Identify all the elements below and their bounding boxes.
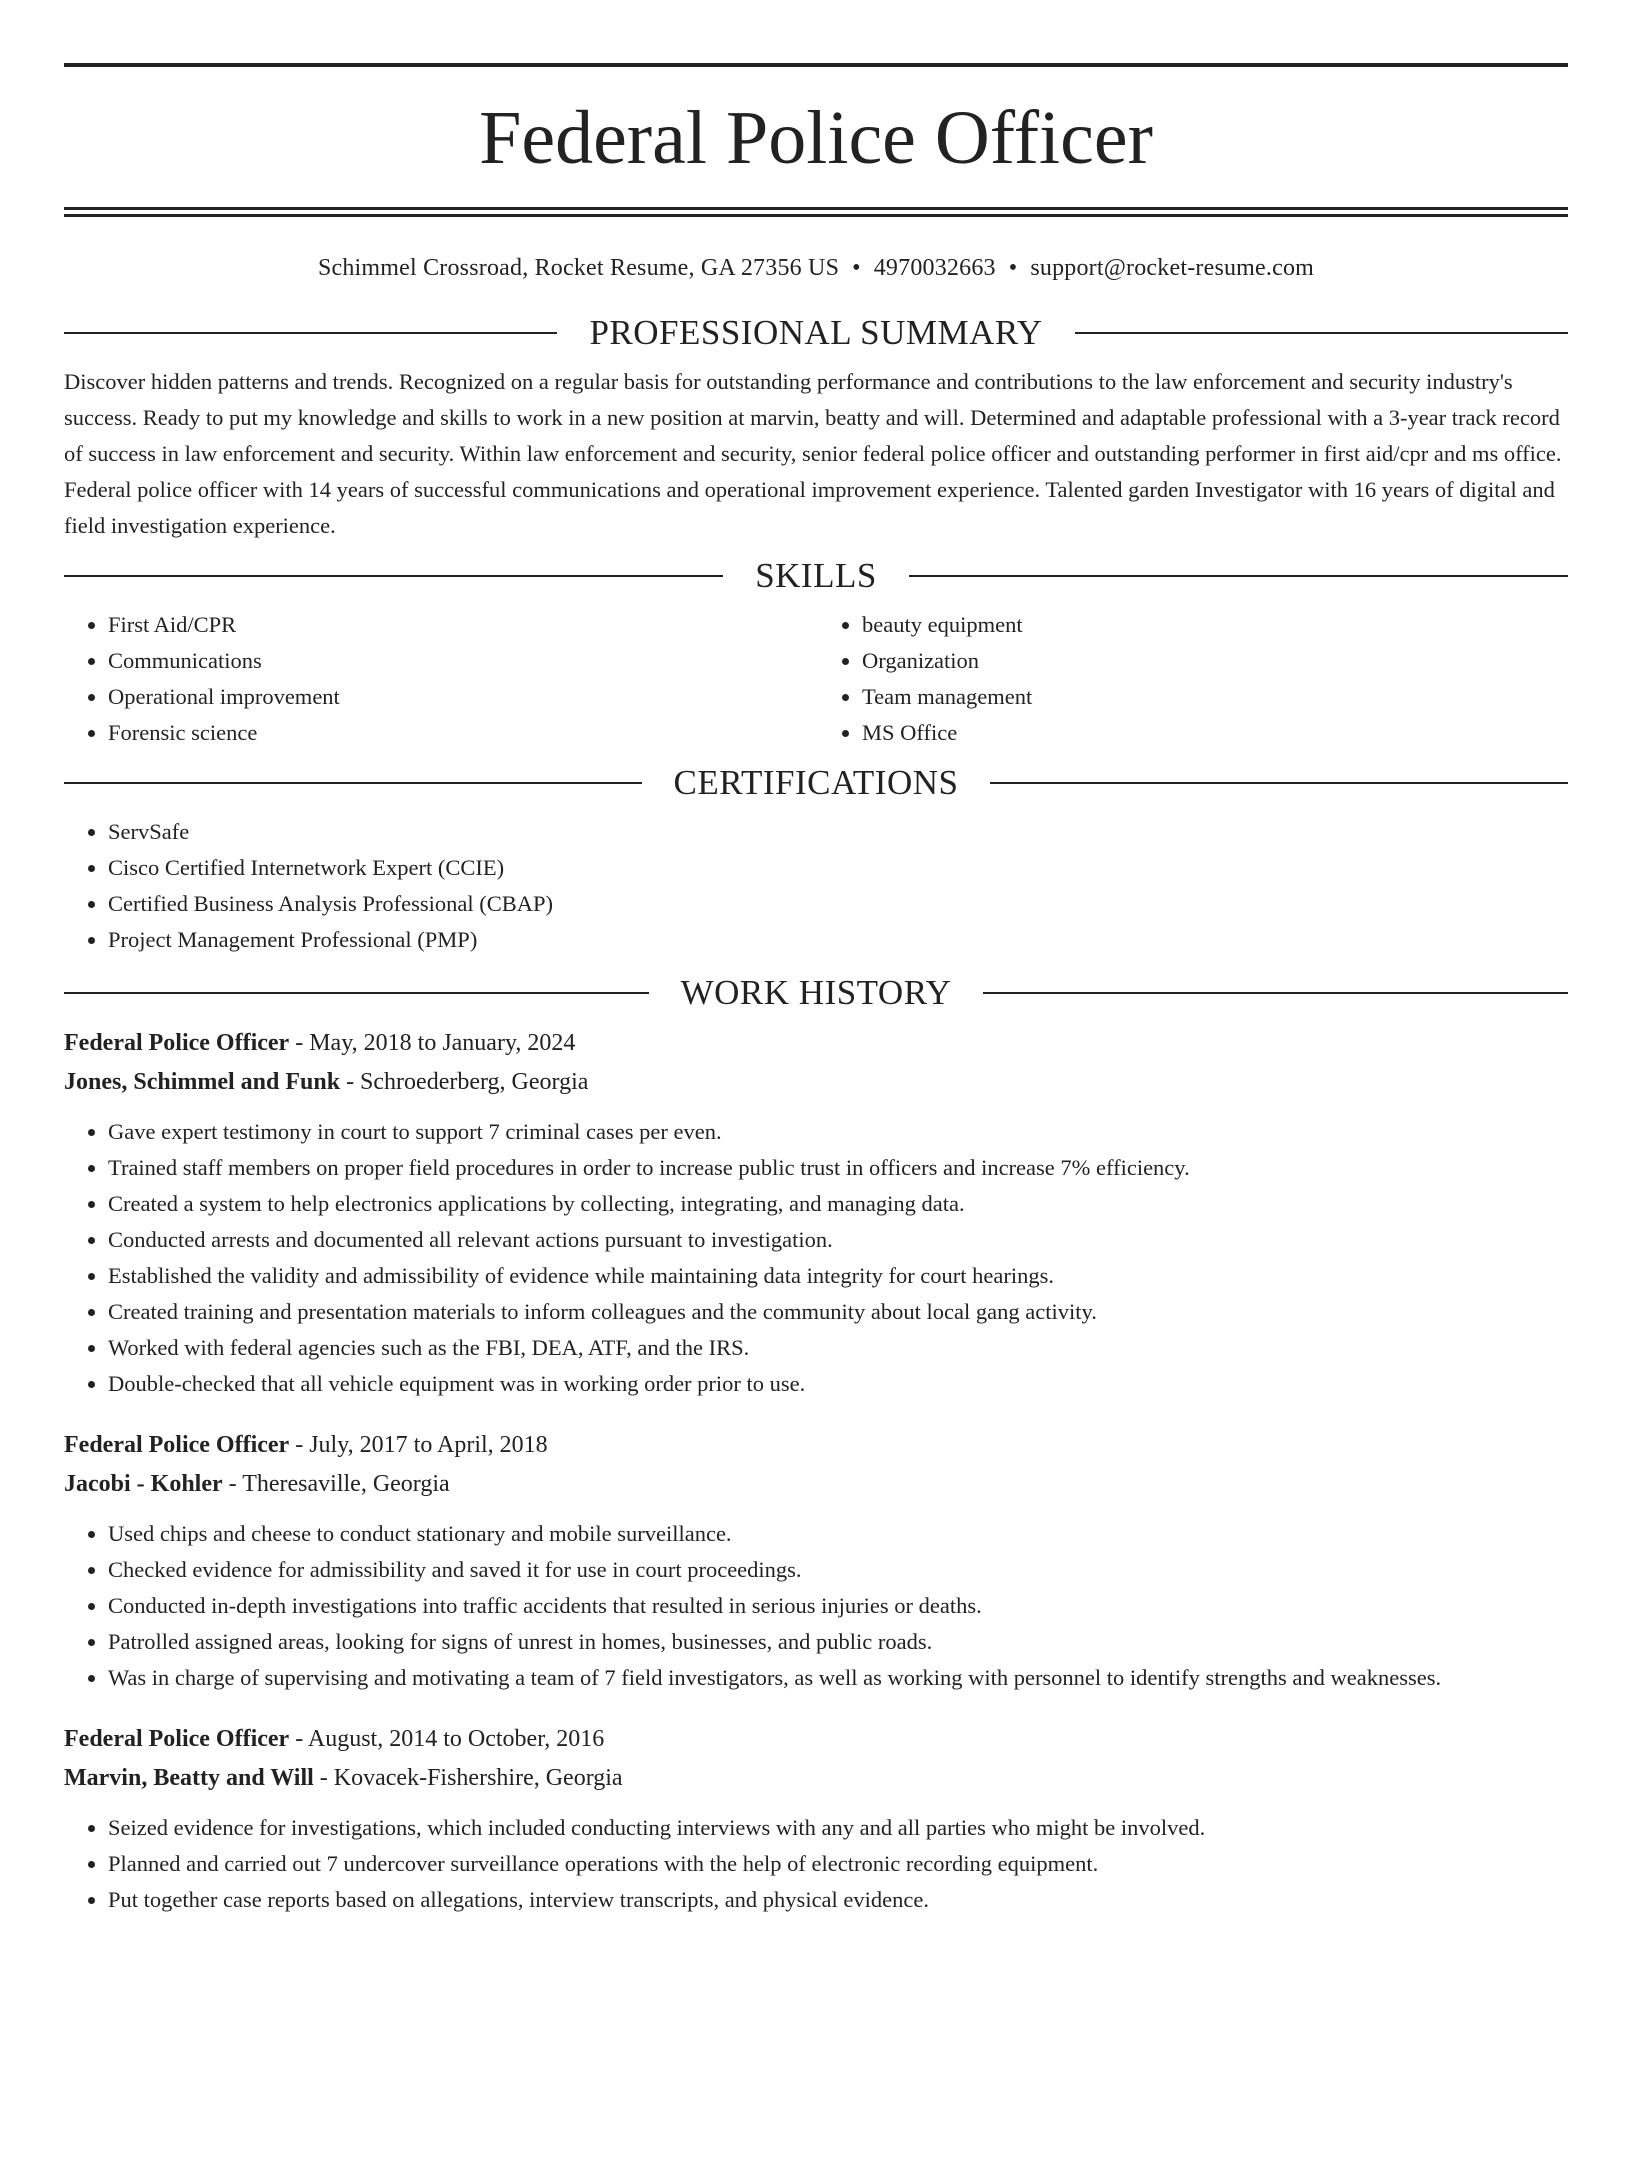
skills-heading: SKILLS — [755, 556, 877, 595]
skill-item: • Forensic science — [108, 715, 814, 751]
job-bullet: • Conducted in-depth investigations into traffic accidents that resulted in serious injuries or deaths. — [108, 1588, 1568, 1624]
job-location: - Kovacek-Fishershire, Georgia — [313, 1765, 623, 1791]
job-bullet: • Worked with federal agencies such as the FBI, DEA, ATF, and the IRS. — [108, 1330, 1568, 1366]
skill-item: • beauty equipment — [862, 607, 1568, 643]
job-dates: - July, 2017 to April, 2018 — [289, 1432, 548, 1458]
certification-item: • Cisco Certified Internetwork Expert (CCIE) — [108, 850, 1568, 886]
contact-email: support@rocket-resume.com — [1030, 255, 1315, 281]
job-company: Marvin, Beatty and Will — [64, 1765, 314, 1791]
certification-item: • ServSafe — [108, 814, 1568, 850]
job-entry — [64, 1024, 1568, 1402]
divider-line — [64, 782, 642, 784]
certification-item: • Certified Business Analysis Professional (CBAP) — [108, 886, 1568, 922]
skill-item: • Communications — [108, 643, 814, 679]
job-title-line — [64, 1024, 1568, 1063]
skills-list-left — [64, 607, 814, 751]
divider-line — [983, 992, 1568, 994]
job-bullet: • Put together case reports based on allegations, interview transcripts, and physical evidence. — [108, 1882, 1568, 1918]
job-bullet: • Patrolled assigned areas, looking for signs of unrest in homes, businesses, and public roads. — [108, 1624, 1568, 1660]
summary-heading: PROFESSIONAL SUMMARY — [589, 313, 1043, 352]
contact-phone: 4970032663 — [873, 255, 996, 281]
job-bullets — [64, 1810, 1568, 1918]
job-bullet: • Created training and presentation materials to inform colleagues and the community about local gang activity. — [108, 1294, 1568, 1330]
top-rule — [64, 63, 1568, 67]
job-bullets — [64, 1114, 1568, 1402]
contact-separator: • — [852, 255, 861, 281]
job-bullet: • Conducted arrests and documented all relevant actions pursuant to investigation. — [108, 1222, 1568, 1258]
certifications-list — [64, 814, 1568, 958]
job-title-line — [64, 1426, 1568, 1465]
job-company-line — [64, 1063, 1568, 1102]
skills-heading-row — [64, 558, 1568, 593]
job-bullet: • Planned and carried out 7 undercover surveillance operations with the help of electronic recording equipment. — [108, 1846, 1568, 1882]
job-bullet: • Seized evidence for investigations, which included conducting interviews with any and all parties who might be involved. — [108, 1810, 1568, 1846]
job-company-line — [64, 1759, 1568, 1798]
divider-line — [1075, 332, 1568, 334]
contact-address: Schimmel Crossroad, Rocket Resume, GA 27356 US — [317, 255, 840, 281]
job-location: - Schroederberg, Georgia — [340, 1069, 589, 1095]
summary-heading-row — [64, 315, 1568, 350]
job-entry — [64, 1426, 1568, 1696]
skill-item: • Team management — [862, 679, 1568, 715]
job-dates: - August, 2014 to October, 2016 — [289, 1726, 605, 1752]
certification-item: • Project Management Professional (PMP) — [108, 922, 1568, 958]
resume-page — [0, 63, 1632, 2175]
job-title-line — [64, 1720, 1568, 1759]
page-title: Federal Police Officer — [479, 96, 1153, 180]
divider-line — [64, 992, 649, 994]
job-bullet: • Checked evidence for admissibility and saved it for use in court proceedings. — [108, 1552, 1568, 1588]
summary-text: Discover hidden patterns and trends. Recognized on a regular basis for outstanding performance and contributions to the law enforcement and security industry's success. Ready to put my knowledge and skills to work in a new position at marvin, beatty and will. Determined and adaptable professional with a 3-year track record of success in law enforcement and security. Within law enforcement and security, senior federal police officer and outstanding performer in first aid/cpr and ms office. Federal police officer with 14 years of successful communications and operational improvement experience. Talented garden Investigator with 16 years of digital and field investigation experience. — [64, 369, 1562, 538]
job-bullet: • Was in charge of supervising and motivating a team of 7 field investigators, as well as working with personnel to identify strengths and weaknesses. — [108, 1660, 1568, 1696]
job-bullet: • Gave expert testimony in court to support 7 criminal cases per even. — [108, 1114, 1568, 1150]
skill-item: • First Aid/CPR — [108, 607, 814, 643]
job-location: - Theresaville, Georgia — [222, 1471, 450, 1497]
job-bullet: • Established the validity and admissibility of evidence while maintaining data integrity for court hearings. — [108, 1258, 1568, 1294]
divider-line — [64, 332, 557, 334]
job-entry — [64, 1720, 1568, 1918]
certifications-heading: CERTIFICATIONS — [673, 763, 959, 802]
divider-line — [990, 782, 1568, 784]
work-heading-row — [64, 975, 1568, 1010]
job-company: Jacobi - Kohler — [64, 1471, 223, 1497]
contact-separator: • — [1008, 255, 1018, 281]
job-company-line — [64, 1465, 1568, 1504]
job-dates: - May, 2018 to January, 2024 — [289, 1030, 576, 1056]
job-bullet: • Trained staff members on proper field procedures in order to increase public trust in officers and increase 7% efficiency. — [108, 1150, 1568, 1186]
job-title: Federal Police Officer — [64, 1030, 290, 1056]
divider-line — [64, 575, 723, 577]
job-company: Jones, Schimmel and Funk — [64, 1069, 341, 1095]
divider-line — [909, 575, 1568, 577]
skill-item: • Operational improvement — [108, 679, 814, 715]
work-heading: WORK HISTORY — [680, 973, 952, 1012]
skills-grid — [64, 607, 1568, 751]
job-bullet: • Double-checked that all vehicle equipment was in working order prior to use. — [108, 1366, 1568, 1402]
skill-item: • Organization — [862, 643, 1568, 679]
certifications-heading-row — [64, 765, 1568, 800]
job-bullet: • Created a system to help electronics applications by collecting, integrating, and managing data. — [108, 1186, 1568, 1222]
job-bullet: • Used chips and cheese to conduct stationary and mobile surveillance. — [108, 1516, 1568, 1552]
skills-list-right — [814, 607, 1568, 751]
job-bullets — [64, 1516, 1568, 1696]
title-double-rule — [64, 207, 1568, 217]
job-title: Federal Police Officer — [64, 1432, 290, 1458]
job-title: Federal Police Officer — [64, 1726, 290, 1752]
skill-item: • MS Office — [862, 715, 1568, 751]
contact-line — [64, 253, 1568, 283]
